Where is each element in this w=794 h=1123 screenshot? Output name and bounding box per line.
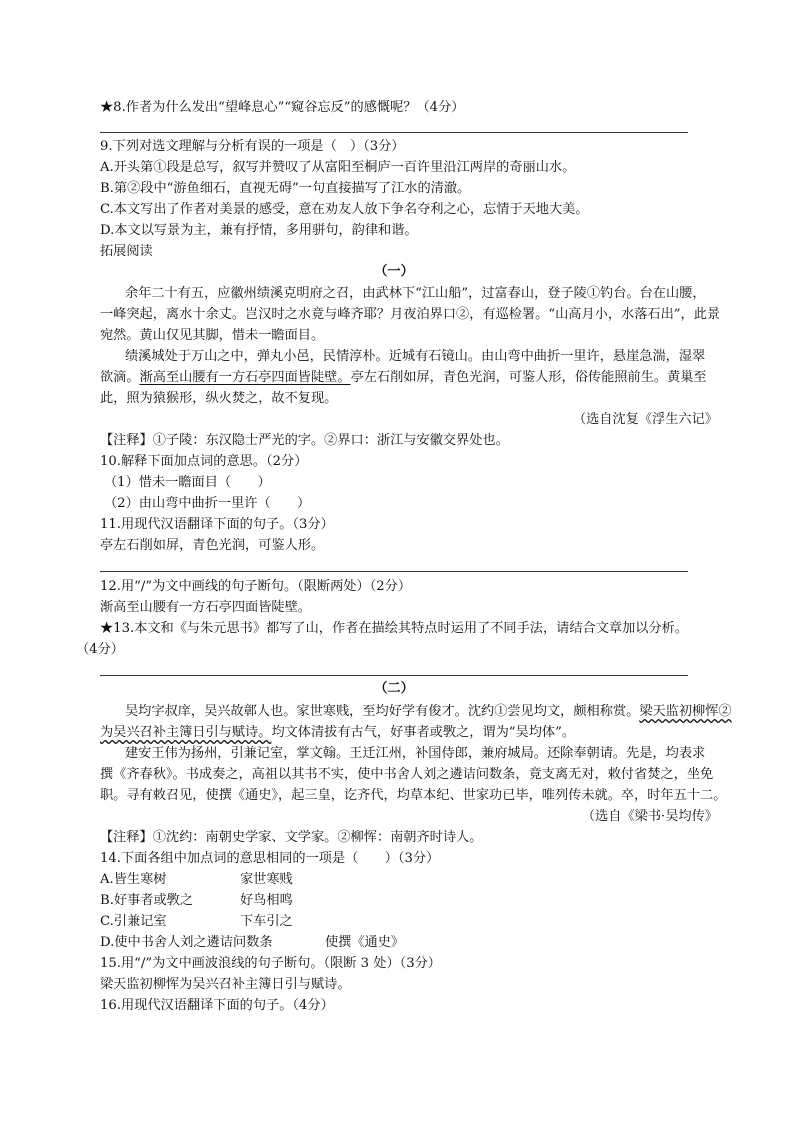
- question-15-sentence: 梁天监初柳恽为吴兴召补主簿日引与赋诗。: [100, 977, 351, 992]
- passage-1-para-2-line-2: [100, 369, 707, 387]
- question-14-option-b-pair: 好鸟相鸣: [240, 893, 293, 908]
- question-13-line-2: （4分）: [76, 642, 124, 657]
- question-15: 15.用“/”为文中画波浪线的句子断句。（限断 3 处）（3分）: [100, 956, 441, 971]
- section-2-heading: （二）: [374, 681, 414, 696]
- question-9-option-a: A.开头第①段是总写，叙写并赞叹了从富阳至桐庐一百许里沿江两岸的奇丽山水。: [100, 160, 576, 175]
- question-14-option-a-pair: 家世寒贱: [240, 872, 293, 887]
- question-14-option-b: B.好事者或斆之: [100, 893, 194, 908]
- wavy-underlined-sentence: 梁天监初柳恽②: [639, 704, 732, 719]
- extended-reading-title: 拓展阅读: [100, 244, 153, 259]
- question-12: 12.用“/”为文中画线的句子断句。（限断两处）（2分）: [100, 579, 412, 594]
- answer-line: [100, 132, 688, 133]
- section-1-heading: （一）: [374, 264, 414, 279]
- wavy-underlined-sentence: 为吴兴召补主簿日引与赋诗。: [100, 725, 272, 740]
- passage-text: 吴均字叔庠，吴兴故鄣人也。家世寒贱，至均好学有俊才。沈约①尝见均文，颇相称赏。: [125, 704, 640, 719]
- passage-2-para-1-line-2: [100, 724, 575, 742]
- passage-2-note: 【注释】①沈约：南朝史学家、文学家。②柳恽：南朝齐时诗人。: [100, 830, 483, 845]
- question-11: 11.用现代汉语翻译下面的句子。（3分）: [100, 517, 334, 532]
- underlined-sentence: 渐高至山腰有一方石亭四面皆陡壁。: [139, 370, 351, 385]
- answer-line: [100, 571, 688, 572]
- passage-1-para-2-line-3: 此，照为猿猴形，纵火焚之，故不复现。: [100, 391, 338, 406]
- question-14-option-d-pair: 使撰《通史》: [325, 935, 405, 950]
- question-14-option-c: C.引兼记室: [100, 914, 167, 929]
- passage-1-para-2-line-1: 绩溪城处于万山之中，弹丸小邑，民情淳朴。近城有石镜山。由山弯中曲折一里许，悬崖急湍，湿翠: [125, 349, 706, 364]
- question-9-stem: 9.下列对选文理解与分析有误的一项是（ ）（3分）: [100, 139, 405, 154]
- question-12-sentence: 渐高至山腰有一方石亭四面皆陡壁。: [100, 600, 311, 615]
- passage-2-source: （选自《梁书·吴均传》: [581, 809, 718, 824]
- question-14-option-c-pair: 下车引之: [240, 914, 293, 929]
- question-9-option-d: D.本文以写景为主，兼有抒情，多用骈句，韵律和谐。: [100, 223, 418, 238]
- question-9-option-c: C.本文写出了作者对美景的感受，意在劝友人放下争名夺利之心，忘情于天地大美。: [100, 202, 589, 217]
- passage-1-para-1-line-2: 一峰突起，离水十余丈。岂汉时之水竟与峰齐耶？月夜泊界口②，有巡检署。“山高月小，水落石出”，此景: [100, 307, 721, 322]
- question-14-option-d: D.使中书舍人刘之遴诘问数条: [100, 935, 273, 950]
- passage-1-note: 【注释】①子陵：东汉隐士严光的字。②界口：浙江与安徽交界处也。: [100, 433, 509, 448]
- question-8: ★8.作者为什么发出“望峰息心”“窥谷忘反”的感慨呢？（4分）: [100, 100, 465, 115]
- question-11-sentence: 亭左石削如屏，青色光润，可鉴人形。: [100, 538, 325, 553]
- passage-2-para-2-line-2: 撰《齐春秋》。书成奏之，高祖以其书不实，使中书舍人刘之遴诘问数条，竟支离无对，敕付省焚之，坐免: [100, 767, 714, 782]
- passage-2-para-2-line-1: 建安王伟为扬州，引兼记室，掌文翰。王迁江州，补国侍郎，兼府城局。还除奉朝请。先是，均表求: [125, 746, 706, 761]
- question-14-option-a: A.皆生寒树: [100, 872, 167, 887]
- question-13-line-1: ★13.本文和《与朱元思书》都写了山，作者在描绘其特点时运用了不同手法，请结合文章加以分析。: [100, 621, 689, 636]
- passage-2-para-2-line-3: 职。寻有敕召见，使撰《通史》，起三皇，讫齐代，均草本纪、世家功已毕，唯列传未就。卒，时年五十二。: [100, 788, 727, 803]
- question-10-item-2: （2）由山弯中曲折一里许（ ）: [104, 496, 311, 511]
- question-10-item-1: （1）惜未一瞻面目（ ）: [104, 475, 271, 490]
- answer-line: [100, 675, 688, 676]
- question-14: 14.下面各组中加点词的意思相同的一项是（ ）（3分）: [100, 851, 440, 866]
- passage-1-source: （选自沈复《浮生六记》: [572, 412, 718, 427]
- passage-text: 亭左石削如屏，青色光润，可鉴人形，俗传能照前生。黄巢至: [350, 370, 707, 385]
- question-9-option-b: B.第②段中“游鱼细石，直视无碍”一句直接描写了江水的清澈。: [100, 181, 471, 196]
- question-10: 10.解释下面加点词的意思。（2分）: [100, 454, 308, 469]
- question-16: 16.用现代汉语翻译下面的句子。（4分）: [100, 998, 334, 1013]
- passage-1-para-1-line-1: 余年二十有五，应徽州绩溪克明府之召，由武林下“江山船”，过富春山，登子陵①钓台。台在山腰，: [125, 286, 706, 301]
- passage-2-para-1-line-1: [125, 703, 732, 721]
- passage-1-para-1-line-3: 宛然。黄山仅见其脚，惜未一瞻面目。: [100, 328, 325, 343]
- passage-text: 均文体清拔有古气，好事者或斆之，谓为“吴均体”。: [271, 725, 576, 740]
- passage-text: 欲滴。: [100, 370, 140, 385]
